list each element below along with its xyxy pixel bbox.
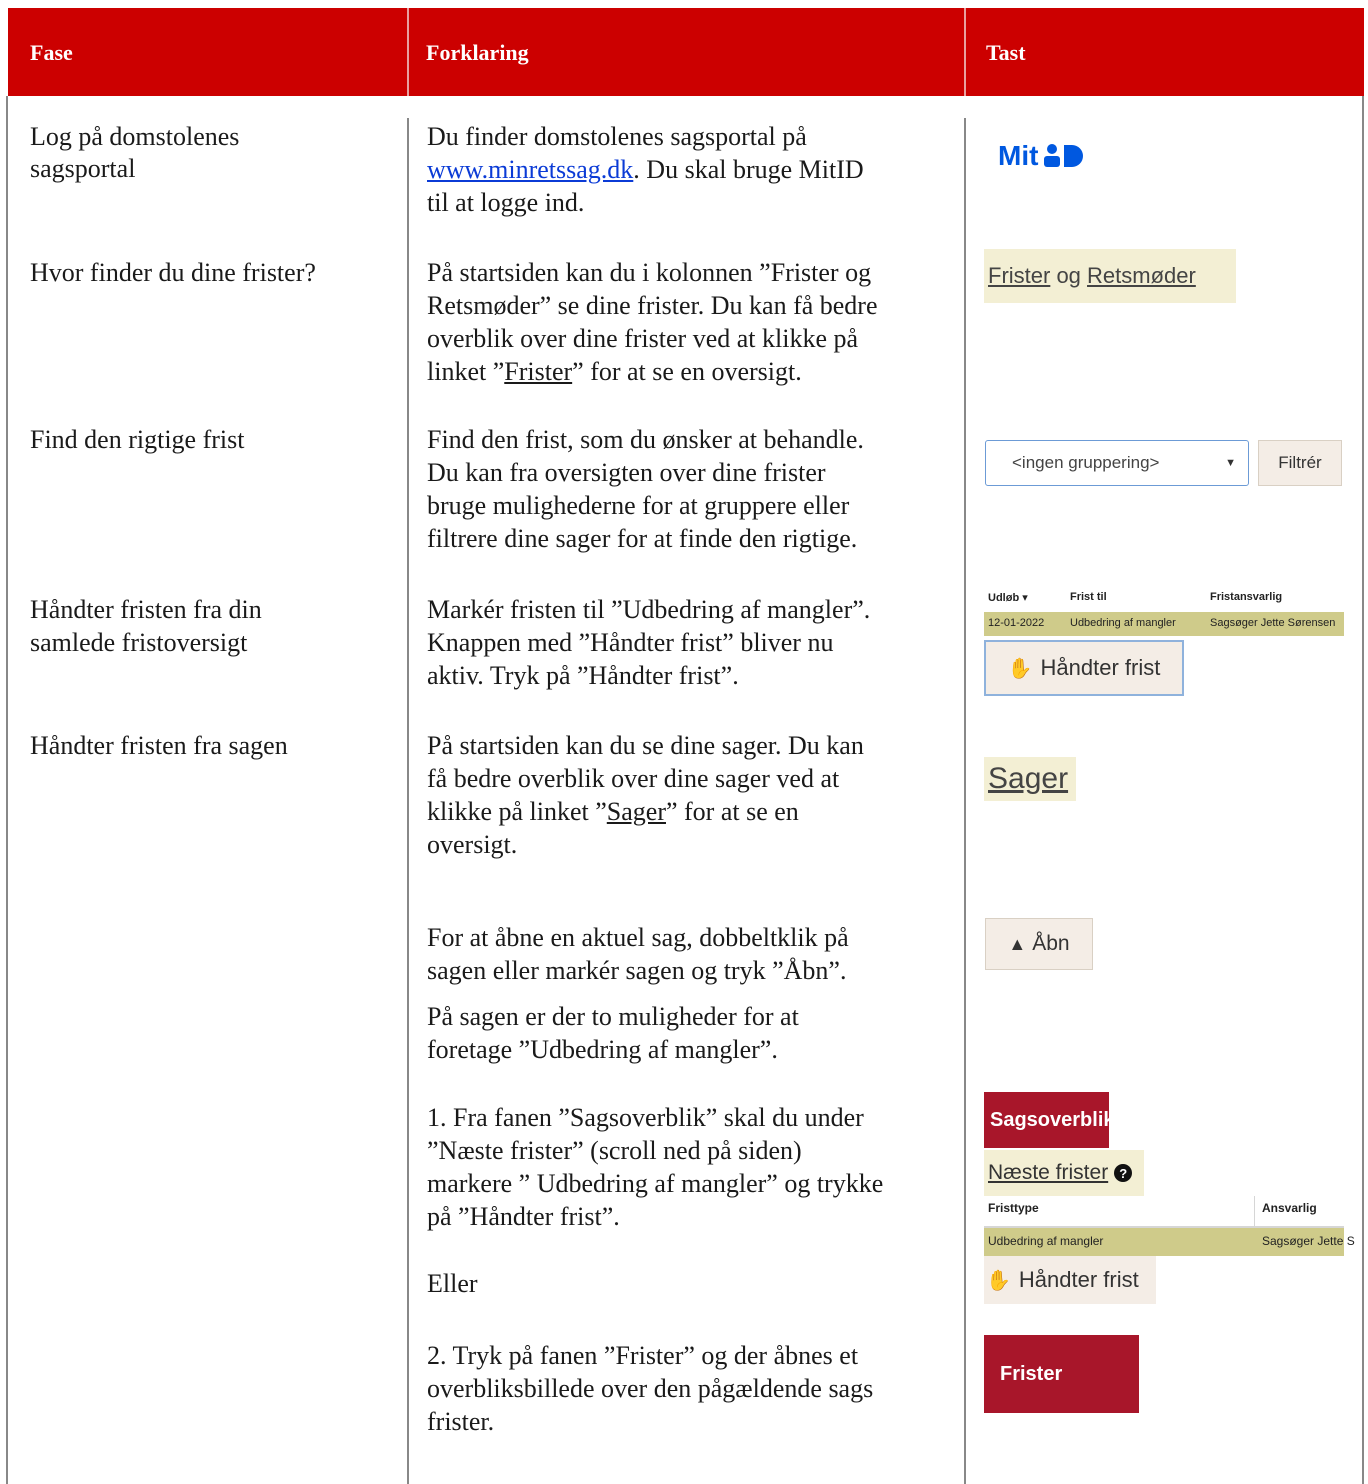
explanation-text: Find den frist, som du ønsker at behandle. <box>427 425 864 454</box>
explanation-text: bruge mulighederne for at gruppere eller <box>427 491 850 520</box>
mitid-person-icon <box>1044 143 1088 169</box>
header-forklaring: Forklaring <box>426 39 529 65</box>
open-button[interactable] <box>985 918 1093 970</box>
explanation-text: Du kan fra oversigten over dine frister <box>427 458 826 487</box>
handle-deadline-button[interactable] <box>984 640 1184 696</box>
tab-sagsoverblik[interactable]: Sagsoverblik <box>984 1092 1109 1148</box>
column-header-fristtype[interactable]: Fristtype <box>988 1201 1039 1215</box>
help-icon[interactable]: ? <box>1114 1164 1132 1182</box>
explanation-text: ” for at se en oversigt. <box>572 357 802 386</box>
explanation-text: 1. Fra fanen ”Sagsoverblik” skal du under <box>427 1103 864 1132</box>
phase-text: samlede fristoversigt <box>30 628 248 657</box>
column-divider <box>1254 1196 1255 1226</box>
header-divider <box>407 8 409 96</box>
table-row[interactable] <box>984 1228 1355 1256</box>
og-text: og <box>1050 263 1088 288</box>
grouping-select[interactable] <box>985 440 1249 486</box>
explanation-text: ” for at se en <box>665 797 799 826</box>
cell-fristansvarlig: Sagsøger Jette Sørensen <box>1210 617 1336 629</box>
minretssag-link[interactable]: www.minretssag.dk <box>427 155 634 184</box>
explanation-text: på ”Håndter frist”. <box>427 1202 620 1231</box>
grouping-select-value: <ingen gruppering> <box>1012 453 1160 472</box>
naeste-frister-link[interactable]: Næste frister <box>988 1161 1109 1184</box>
frister-link-text: Frister <box>504 357 573 386</box>
explanation-text: frister. <box>427 1407 495 1436</box>
explanation-text: På startsiden kan du i kolonnen ”Frister og <box>427 258 872 287</box>
explanation-text: Retsmøder” se dine frister. Du kan få bedre <box>427 291 878 320</box>
column-header-udlob[interactable]: Udløb ▾ <box>988 592 1028 604</box>
phase-text: sagsportal <box>30 154 136 183</box>
phase-text: Hvor finder du dine frister? <box>30 258 316 287</box>
deadline-grid-header <box>984 588 1344 610</box>
handle-deadline-label: Håndter frist <box>1018 1267 1139 1292</box>
header-divider <box>964 8 966 96</box>
handle-icon: ✋ <box>1007 657 1033 680</box>
sager-link-text: Sager <box>606 797 666 826</box>
filter-button[interactable]: Filtrér <box>1258 440 1342 486</box>
table-header <box>8 8 1364 96</box>
explanation-text: filtrere dine sager for at finde den rigtige. <box>427 524 858 553</box>
explanation-text: På sagen er der to muligheder for at <box>427 1002 799 1031</box>
explanation-text: klikke på linket ” <box>427 797 607 826</box>
mitid-logo <box>998 140 1088 172</box>
naeste-frister-heading <box>984 1150 1144 1196</box>
table-border-right <box>1362 96 1364 1484</box>
frister-link[interactable]: Frister <box>988 263 1051 288</box>
explanation-text: overblik over dine frister ved at klikke på <box>427 324 859 353</box>
cell-ansvarlig: Sagsøger Jette S <box>1262 1234 1355 1248</box>
sager-link[interactable]: Sager <box>988 762 1069 795</box>
column-header-frist-til[interactable]: Frist til <box>1070 591 1107 603</box>
explanation-text: markere ” Udbedring af mangler” og trykke <box>427 1169 884 1198</box>
phase-text: Håndter fristen fra sagen <box>30 731 288 760</box>
phase-text: Find den rigtige frist <box>30 425 245 454</box>
phase-text: Log på domstolenes <box>30 122 240 151</box>
explanation-text: få bedre overblik over dine sager ved at <box>427 764 840 793</box>
explanation-text: ”Næste frister” (scroll ned på siden) <box>427 1136 802 1165</box>
frister-retsmoder-heading <box>984 249 1236 303</box>
chevron-down-icon: ▼ <box>1225 457 1236 469</box>
mitid-logo-text: Mit <box>998 140 1039 171</box>
explanation-text: Eller <box>427 1269 478 1298</box>
explanation-text: For at åbne en aktuel sag, dobbeltklik på <box>427 923 849 952</box>
table-row[interactable] <box>984 612 1344 636</box>
explanation-text: overbliksbillede over den pågældende sags <box>427 1374 874 1403</box>
sager-heading <box>984 757 1076 801</box>
column-divider <box>964 118 966 1484</box>
phase-text: Håndter fristen fra din <box>30 595 262 624</box>
explanation-text: . Du skal bruge MitID <box>633 155 864 184</box>
table-border-left <box>6 96 8 1484</box>
header-fase: Fase <box>30 39 73 65</box>
explanation-text: sagen eller markér sagen og tryk ”Åbn”. <box>427 956 847 985</box>
column-divider <box>407 118 409 1484</box>
handle-deadline-label: Håndter frist <box>1040 655 1161 680</box>
cell-fristtype: Udbedring af mangler <box>988 1234 1104 1248</box>
column-header-ansvarlig[interactable]: Ansvarlig <box>1262 1201 1317 1215</box>
explanation-text: oversigt. <box>427 830 518 859</box>
column-header-fristansvarlig[interactable]: Fristansvarlig <box>1210 591 1283 603</box>
explanation-text: foretage ”Udbedring af mangler”. <box>427 1035 778 1064</box>
handle-deadline-button-2[interactable] <box>984 1256 1156 1304</box>
open-button-label: Åbn <box>1032 932 1070 955</box>
tab-frister[interactable]: Frister <box>984 1335 1139 1413</box>
explanation-text: Du finder domstolenes sagsportal på <box>427 122 807 151</box>
header-tast: Tast <box>986 39 1026 65</box>
retsmoder-link[interactable]: Retsmøder <box>1087 263 1196 288</box>
explanation-text: linket ” <box>427 357 505 386</box>
handle-icon: ✋ <box>986 1269 1011 1292</box>
explanation-text: til at logge ind. <box>427 188 585 217</box>
explanation-text: 2. Tryk på fanen ”Frister” og der åbnes et <box>427 1341 859 1370</box>
explanation-text: Markér fristen til ”Udbedring af mangler”. <box>427 595 871 624</box>
grid2-header <box>984 1196 1344 1228</box>
explanation-text: aktiv. Tryk på ”Håndter frist”. <box>427 661 739 690</box>
explanation-text: På startsiden kan du se dine sager. Du kan <box>427 731 864 760</box>
cell-udlob: 12-01-2022 <box>988 617 1045 629</box>
explanation-text: Knappen med ”Håndter frist” bliver nu <box>427 628 834 657</box>
open-file-icon: ▲ <box>1008 933 1027 954</box>
cell-frist-til: Udbedring af mangler <box>1070 617 1176 629</box>
